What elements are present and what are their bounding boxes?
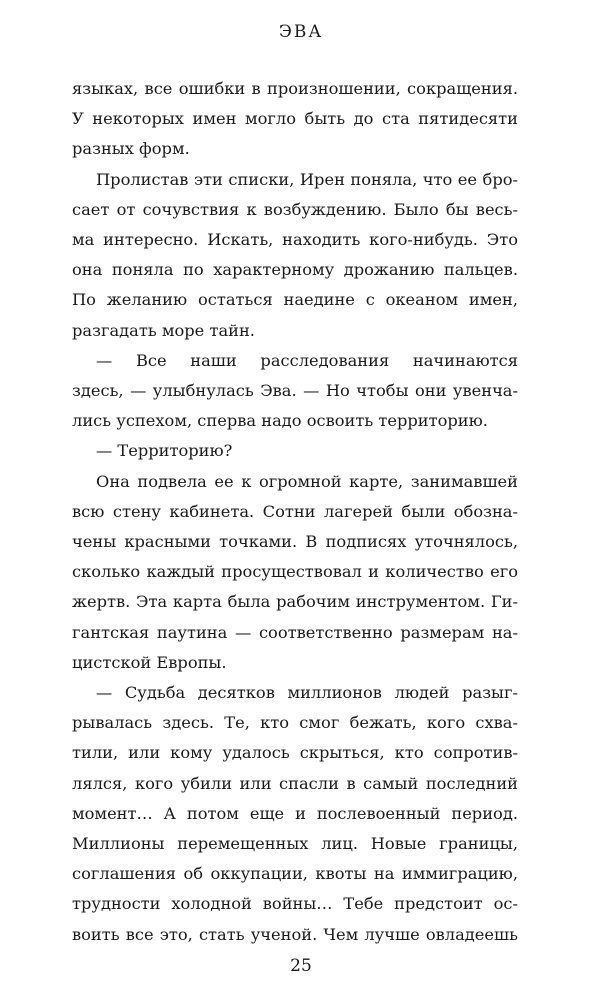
text-line: По желанию остаться наедине с океаном имен, <box>72 290 518 310</box>
text-line: рывалась здесь. Те, кто смог бежать, кого схва- <box>72 713 518 733</box>
text-line: разгадать море тайн. <box>72 320 255 340</box>
running-header: ЭВА <box>278 22 324 42</box>
text-line: соглашения об оккупации, квоты на иммиграцию, <box>72 864 518 884</box>
text-line: здесь, — улыбнулась Эва. — Но чтобы они увенча- <box>72 381 518 401</box>
text-line: момент… А потом еще и послевоенный период. <box>72 803 518 823</box>
text-line: воить все это, стать ученой. Чем лучше овладеешь <box>72 924 518 944</box>
body-text <box>72 74 518 950</box>
text-line: гантская паутина — соответственно размерам на- <box>72 622 518 642</box>
text-line: — Территорию? <box>96 441 233 461</box>
text-line: жертв. Эта карта была рабочим инструментом. Ги- <box>72 592 518 612</box>
text-line: трудности холодной войны… Тебе предстоит ос- <box>72 894 518 914</box>
page-number: 25 <box>290 956 312 976</box>
text-line: тили, или кому удалось скрыться, кто сопротив- <box>72 743 518 763</box>
text-line: ма интересно. Искать, находить кого-нибудь. Это <box>72 230 518 250</box>
text-line: Она подвела ее к огромной карте, занимавшей <box>96 471 518 491</box>
text-line: разных форм. <box>72 139 190 159</box>
text-line: сколько каждый просуществовал и количество его <box>72 562 518 582</box>
text-line: чены красными точками. В подписях уточнялось, <box>72 532 518 552</box>
text-line: У некоторых имен могло быть до ста пятидесяти <box>72 109 518 129</box>
text-line: сает от сочувствия к возбуждению. Было бы весь- <box>72 199 518 219</box>
text-line: языках, все ошибки в произношении, сокращения. <box>72 79 518 98</box>
text-line: цистской Европы. <box>72 652 227 672</box>
text-line: Пролистав эти списки, Ирен поняла, что ее бро- <box>96 169 518 189</box>
text-line: Миллионы перемещенных лиц. Новые границы, <box>72 834 518 854</box>
text-line: лялся, кого убили или спасли в самый последний <box>72 773 518 793</box>
text-line: — Все наши расследования начинаются <box>96 350 518 370</box>
text-line: всю стену кабинета. Сотни лагерей были обозна- <box>72 501 518 521</box>
text-line: — Судьба десятков миллионов людей разыг- <box>96 683 518 703</box>
text-line: она поняла по характерному дрожанию пальцев. <box>72 260 518 280</box>
text-line: лись успехом, сперва надо освоить территорию. <box>72 411 488 431</box>
